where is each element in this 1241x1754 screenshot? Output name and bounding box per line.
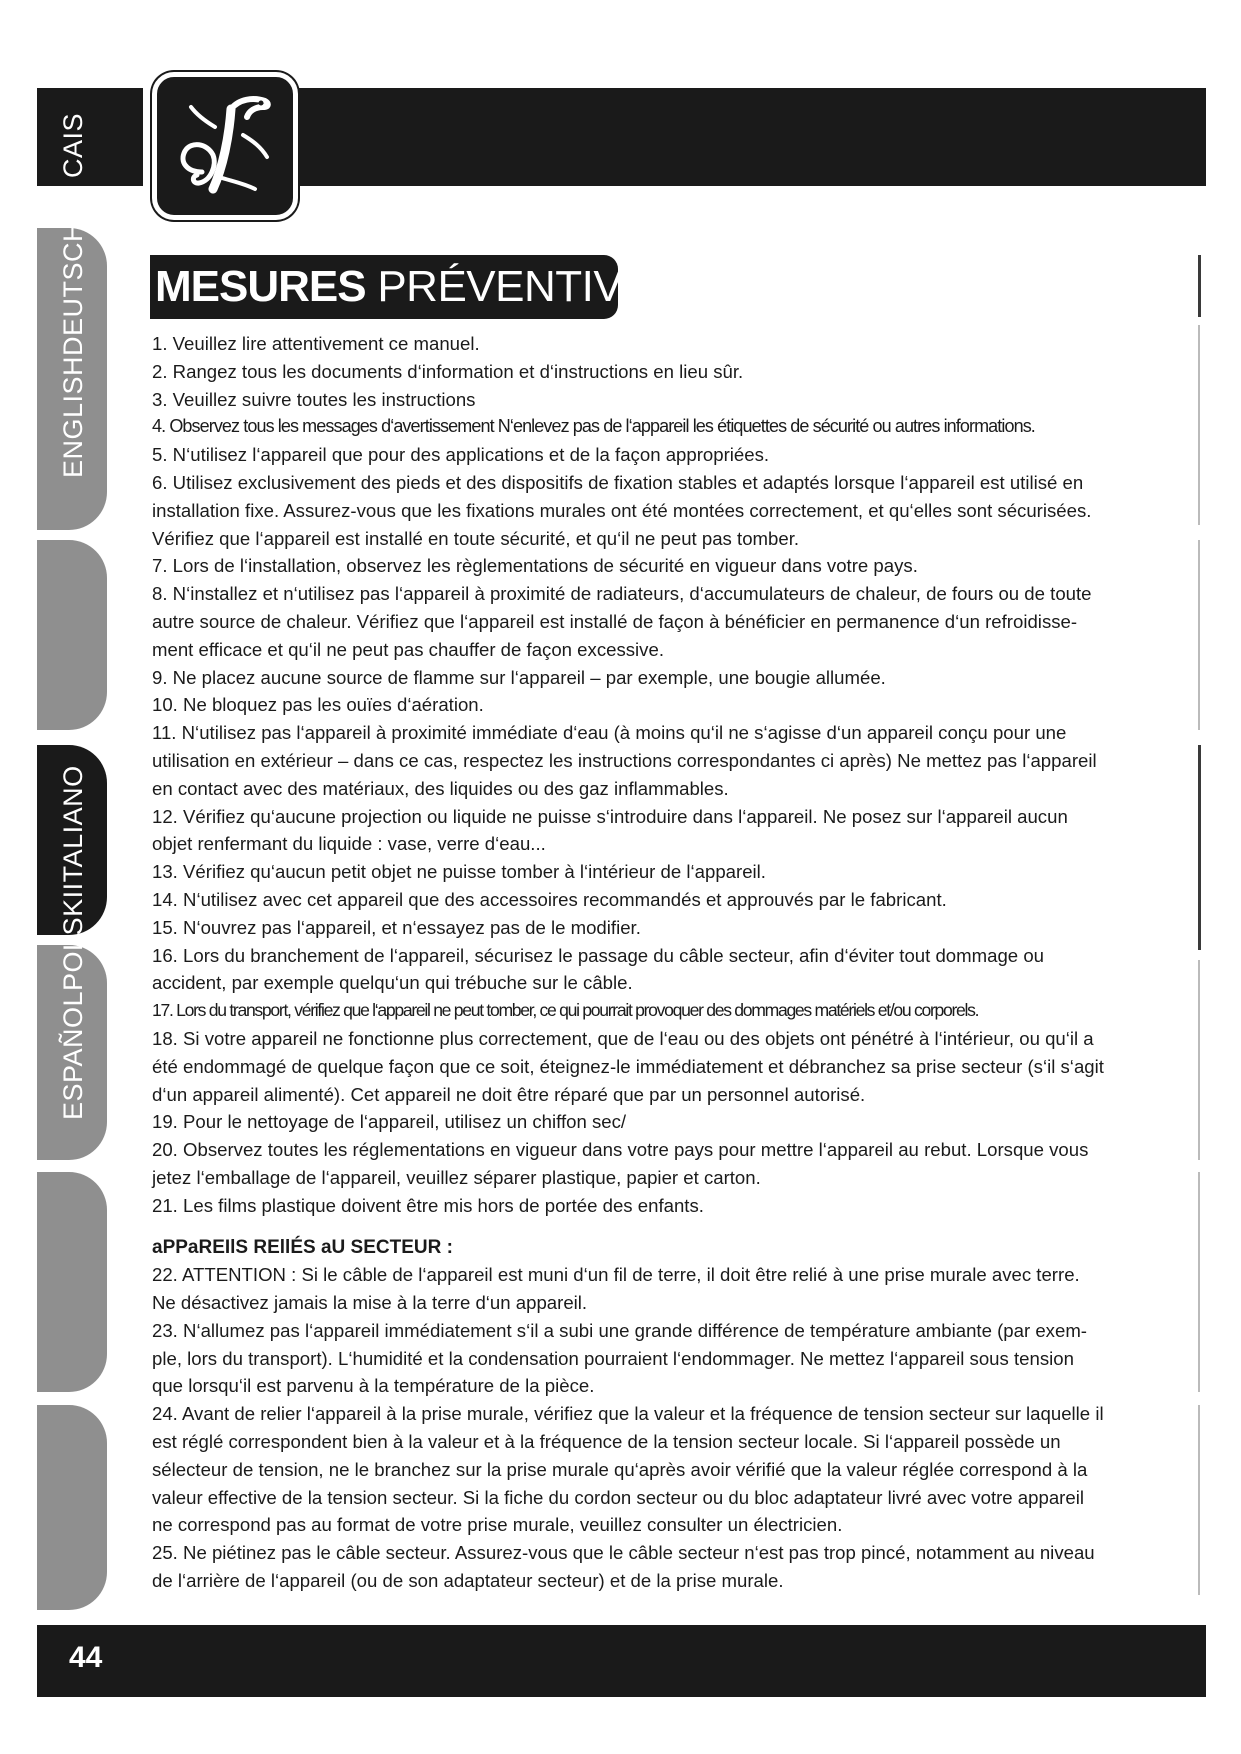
instruction-item: 24. Avant de relier l‘appareil à la prise murale, vérifiez que la valeur et la fréquence de tension secteur sur laquelle il est réglé correspondent bien à la valeur et à la fréquence de la tension secteur locale. Si l‘appareil possède un sélecteur de tension, ne le branchez sur la prise murale qu‘après avoir vérifié que la valeur réglée correspond à la valeur effective de la tension secteur. Si la fiche du cordon secteur ou du bloc adaptateur livré avec votre appareil ne correspond pas au format de votre prise murale, veuillez consulter un électricien.: [152, 1403, 1104, 1536]
margin-mark: [1198, 745, 1201, 950]
page-number: 44: [69, 1641, 103, 1674]
instruction-item: 1. Veuillez lire attentivement ce manuel.: [152, 333, 480, 354]
page-title-bold: MESURES: [155, 262, 366, 311]
instruction-item: 9. Ne placez aucune source de flamme sur l‘appareil – par exemple, une bougie allumée.: [152, 666, 886, 688]
instruction-item: 18. Si votre appareil ne fonctionne plus correctement, que de l‘eau ou des objets ont pénétré à l‘intérieur, ou qu‘il a été endommagé de quelque façon que ce soit, éteignez-le immédiatement et débranchez sa prise secteur (s‘il s‘agit d‘un appareil alimenté). Cet appareil ne doit être réparé que par un personnel autorisé.: [152, 1027, 1104, 1105]
instruction-item: 4. Observez tous les messages d‘avertissement N‘enlevez pas de l‘appareil les étiquettes de sécurité ou autres informations.: [152, 416, 1035, 437]
side-tab-label-espanol-polski-italiano: ESPAÑOLPOLSKIITALIANO: [58, 765, 88, 1120]
instruction-item: 17. Lors du transport, vérifiez que l‘appareil ne peut tomber, ce qui pourrait provoquer des dommages matériels et/ou corporels.: [152, 1000, 979, 1021]
margin-mark: [1198, 540, 1200, 730]
instruction-item: 19. Pour le nettoyage de l‘appareil, utilisez un chiffon sec/: [152, 1111, 627, 1133]
instruction-item: 22. ATTENTION : Si le câble de l‘appareil est muni d‘un fil de terre, il doit être relié à une prise murale avec terre. Ne désactivez jamais la mise à la terre d‘un appareil.: [152, 1264, 1080, 1314]
margin-mark: [1198, 1172, 1200, 1392]
instruction-item: 7. Lors de l‘installation, observez les règlementations de sécurité en vigueur dans votre pays.: [152, 555, 918, 577]
instruction-item: 11. N‘utilisez pas l‘appareil à proximité immédiate d‘eau (à moins qu‘il ne s‘agisse d‘un appareil conçu pour une utilisation en extérieur – dans ce cas, respectez les instructions correspondantes ci après) Ne mettez pas l‘appareil en contact avec des matériaux, des liquides ou des gaz inflammables.: [152, 722, 1097, 799]
instruction-item: 5. N‘utilisez l‘appareil que pour des applications et de la façon appropriées.: [152, 444, 770, 466]
page-title-regular: PRÉVENTIVES :: [365, 262, 704, 311]
instruction-item: 20. Observez toutes les réglementations en vigueur dans votre pays pour mettre l‘appareil au rebut. Lorsque vous jetez l‘emballage de l‘appareil, veuillez séparer plastique, papier et carton.: [152, 1139, 1089, 1188]
lizard-logo-icon: [157, 77, 293, 215]
instruction-item: 25. Ne piétinez pas le câble secteur. Assurez-vous que le câble secteur n‘est pas trop pincé, notamment au niveau de l‘arrière de l‘appareil (ou de son adaptateur secteur) et de la prise murale.: [152, 1542, 1095, 1592]
margin-mark: [1198, 325, 1200, 525]
side-tab-blank-2[interactable]: [37, 1172, 107, 1392]
instruction-item: 14. N‘utilisez avec cet appareil que des accessoires recommandés et approuvés par le fabricant.: [152, 888, 947, 910]
instruction-item: 12. Vérifiez qu‘aucune projection ou liquide ne puisse s‘introduire dans l‘appareil. Ne posez sur l‘appareil aucun objet renfermant du liquide : vase, verre d‘eau...: [152, 805, 1068, 855]
instruction-item: 23. N‘allumez pas l‘appareil immédiatement s‘il a subi une grande différence de température ambiante (par exem-ple, lors du transport). L‘humidité et la condensation pourraient l‘endommager. Ne mettez l‘appareil sous tension que lorsqu‘il est parvenu à la température de la pièce.: [152, 1319, 1087, 1397]
safety-instructions: [152, 330, 1107, 1595]
instruction-item: 13. Vérifiez qu‘aucun petit objet ne puisse tomber à l‘intérieur de l‘appareil.: [152, 861, 766, 883]
instruction-item: 6. Utilisez exclusivement des pieds et des dispositifs de fixation stables et adaptés lorsque l‘appareil est utilisé en installation fixe. Assurez-vous que les fixations murales ont été montées correctement, et qu‘elles sont sécurisées. Vérifiez que l‘appareil est installé en toute sécurité, et qu‘il ne peut pas tomber.: [152, 471, 1092, 549]
instruction-item: 16. Lors du branchement de l‘appareil, sécurisez le passage du câble secteur, afin d‘éviter tout dommage ou accident, par exemple quelqu‘un qui trébuche sur le câble.: [152, 944, 1045, 994]
page-title: [155, 258, 703, 316]
instruction-item: 2. Rangez tous les documents d‘information et d‘instructions en lieu sûr.: [152, 360, 744, 382]
side-tab-blank-3[interactable]: [37, 1405, 107, 1610]
margin-mark: [1198, 255, 1201, 317]
section-subheading: aPPaREIlS REllÉS aU SECTEUR :: [152, 1236, 453, 1258]
brand-logo: [152, 72, 298, 220]
instruction-item: 21. Les films plastique doivent être mis hors de portée des enfants.: [152, 1194, 704, 1216]
margin-mark: [1198, 960, 1200, 1160]
side-tab-blank-1[interactable]: [37, 540, 107, 730]
footer-bar: [37, 1625, 1206, 1697]
side-tab-label-english-deutsch: ENGLISHDEUTSCH: [58, 221, 88, 478]
margin-mark: [1198, 1405, 1200, 1595]
instruction-item: 15. N‘ouvrez pas l‘appareil, et n‘essayez pas de le modifier.: [152, 916, 641, 938]
instruction-item: 8. N‘installez et n‘utilisez pas l‘appareil à proximité de radiateurs, d‘accumulateurs de chaleur, de fours ou de toute autre source de chaleur. Vérifiez que l‘appareil est installé de façon à bénéficier en permanence d‘un refroidisse-ment efficace et qu‘il ne peut pas chauffer de façon excessive.: [152, 583, 1092, 660]
side-tab-label-francais: CAIS: [58, 112, 88, 178]
instruction-item: 3. Veuillez suivre toutes les instructions: [152, 388, 476, 410]
instruction-item: 10. Ne bloquez pas les ouïes d‘aération.: [152, 694, 484, 716]
